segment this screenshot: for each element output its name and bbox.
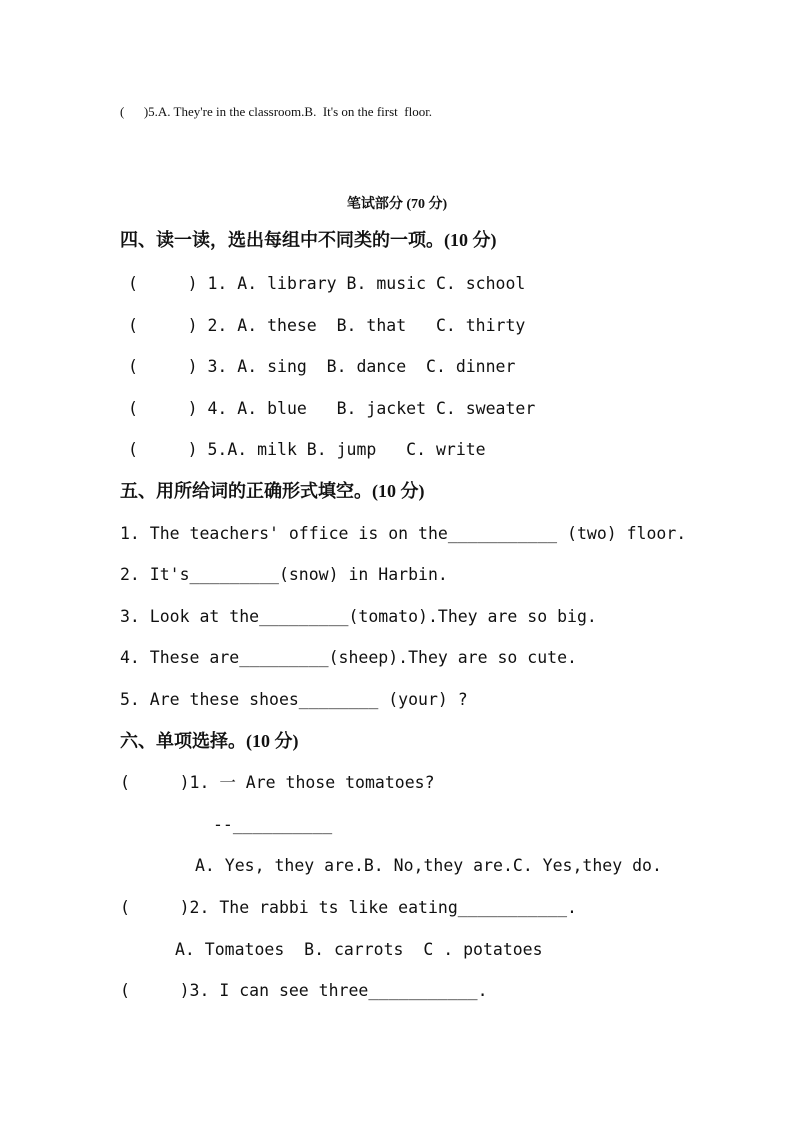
section-6-q1-options: A. Yes, they are.B. No,they are.C. Yes,they do. xyxy=(195,856,662,875)
section-5-item-2: 2. It's_________(snow) in Harbin. xyxy=(120,565,448,584)
section-4-item-5: ( ) 5.A. milk B. jump C. write xyxy=(128,440,486,459)
section-5-item-5: 5. Are these shoes________ (your) ? xyxy=(120,690,468,709)
section-5-item-3: 3. Look at the_________(tomato).They are so big. xyxy=(120,607,597,626)
section-6-heading: 六、单项选择。(10 分) xyxy=(120,731,299,751)
section-4-item-4: ( ) 4. A. blue B. jacket C. sweater xyxy=(128,399,536,418)
section-4-item-2: ( ) 2. A. these B. that C. thirty xyxy=(128,316,526,335)
listening-question-5: ( )5.A. They're in the classroom.B. It's on the first floor. xyxy=(120,104,433,119)
section-6-q3-stem: ( )3. I can see three___________. xyxy=(120,981,488,1000)
section-6-q1-answer-line: --__________ xyxy=(213,815,333,834)
section-4-heading: 四、读一读，选出每组中不同类的一项。(10 分) xyxy=(120,230,497,250)
section-5-heading: 五、用所给词的正确形式填空。(10 分) xyxy=(120,481,425,501)
section-5-item-4: 4. These are_________(sheep).They are so cute. xyxy=(120,648,577,667)
written-part-title: 笔试部分 (70 分) xyxy=(346,197,448,212)
section-4-item-3: ( ) 3. A. sing B. dance C. dinner xyxy=(128,357,516,376)
section-6-q2-stem: ( )2. The rabbi ts like eating___________. xyxy=(120,898,577,917)
section-6-q2-options: A. Tomatoes B. carrots C . potatoes xyxy=(175,940,543,959)
section-4-item-1: ( ) 1. A. library B. music C. school xyxy=(128,274,526,293)
section-5-item-1: 1. The teachers' office is on the___________ (two) floor. xyxy=(120,524,687,543)
section-6-q1-stem: ( )1. 一 Are those tomatoes? xyxy=(120,773,435,792)
